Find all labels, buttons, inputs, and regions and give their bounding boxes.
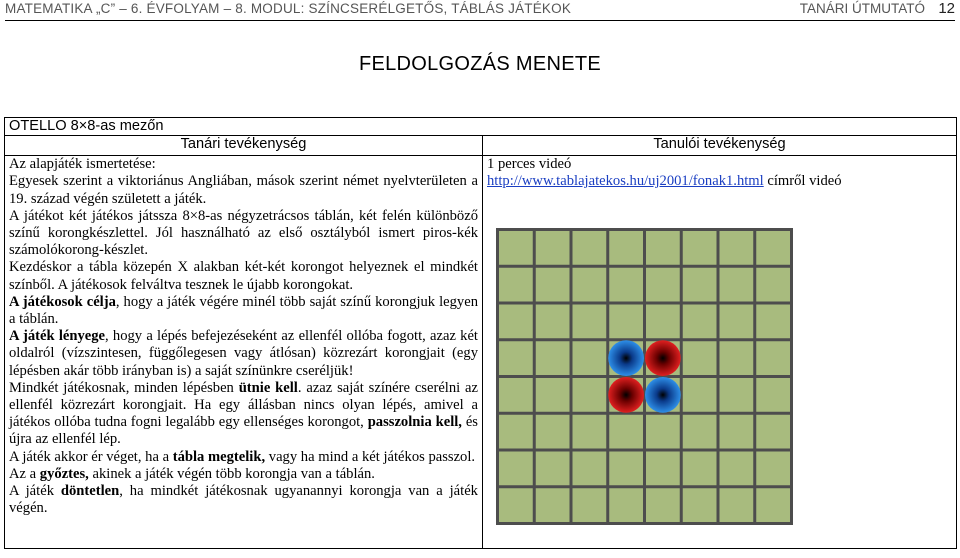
teacher-cell [5, 156, 483, 549]
board-cell [499, 415, 533, 449]
blue-disc [608, 340, 644, 376]
board-cell [609, 488, 643, 522]
board-cell [646, 452, 680, 486]
board-cell [756, 415, 790, 449]
board-cell [499, 268, 533, 302]
board-cell [499, 452, 533, 486]
board-cell [573, 268, 607, 302]
board-cell [499, 378, 533, 412]
paragraph: Kezdéskor a tábla közepén X alakban két-két korongot helyeznek el mindkét színből. A játékosok felváltva tesznek le újabb korongokat. [9, 259, 478, 293]
board-cell [720, 452, 754, 486]
paragraph: A játék akkor ér véget, ha a tábla megtelik, vagy ha mind a két játékos passzol. [9, 448, 476, 465]
board-cell [573, 452, 607, 486]
board-cell [573, 378, 607, 412]
board-cell [499, 231, 533, 265]
page-title: FELDOLGOZÁS MENETE [358, 53, 602, 75]
student-col-header: Tanulói tevékenység [483, 136, 957, 156]
board-cell [499, 488, 533, 522]
board-cell [646, 305, 680, 339]
board-cell [536, 415, 570, 449]
board-cell [756, 452, 790, 486]
board-cell [499, 305, 533, 339]
board-cell [536, 341, 570, 375]
board-cell [646, 231, 680, 265]
board-cell [683, 415, 717, 449]
board-cell [573, 341, 607, 375]
activity-table [4, 117, 957, 549]
board-cell [683, 341, 717, 375]
paragraph: A játékot két játékos játssza 8×8-as négyzetrácsos táblán, két felén különböző színű korongkészlettel. Jól használható az első osztályból ismert piros-kék számolókorong-készlet. [9, 207, 478, 259]
page-header [5, 0, 955, 21]
board-cell [573, 231, 607, 265]
board-cell [536, 231, 570, 265]
board-cell [609, 415, 643, 449]
board-cell [499, 341, 533, 375]
board-cell [720, 341, 754, 375]
board-cell [609, 452, 643, 486]
board-cell [756, 231, 790, 265]
board-cell [573, 305, 607, 339]
board-cell [536, 268, 570, 302]
board-cell [756, 305, 790, 339]
board-cell [683, 305, 717, 339]
board-cell [720, 415, 754, 449]
board-cell [756, 341, 790, 375]
blue-disc [645, 377, 681, 413]
othello-board [496, 228, 793, 525]
video-line: http://www.tablajatekos.hu/uj2001/fonak1.html címről videó [487, 173, 842, 190]
board-cell [720, 378, 754, 412]
paragraph: A játék lényege, hogy a lépés befejezéseként az ellenfél ollóba fogott, azaz két oldalról (vízszintesen, függőlegesen vagy átlósan) közrezárt korongjait (egy lépésben akár több irányban is) a saját színünkre cseréljük! [9, 328, 478, 379]
board-cell [683, 268, 717, 302]
board-cell [573, 488, 607, 522]
board-cell [683, 452, 717, 486]
board-cell [720, 231, 754, 265]
board-cell [609, 268, 643, 302]
video-link[interactable]: http://www.tablajatekos.hu/uj2001/fonak1.html [487, 173, 764, 190]
page-number: 12 [938, 0, 955, 17]
board-cell [720, 268, 754, 302]
board-cell [683, 378, 717, 412]
section-title: OTELLO 8×8-as mezőn [5, 118, 957, 136]
board-cell [646, 268, 680, 302]
red-disc [645, 340, 681, 376]
board-cell [720, 305, 754, 339]
board-cell [683, 488, 717, 522]
board-cell [756, 268, 790, 302]
board-cell [536, 305, 570, 339]
board-cell [646, 415, 680, 449]
board-cell [609, 305, 643, 339]
board-cell [536, 488, 570, 522]
paragraph: A játék döntetlen, ha mindkét játékosnak ugyanannyi korongja van a játék végén. [9, 483, 478, 517]
red-disc [608, 377, 644, 413]
board-cell [756, 488, 790, 522]
header-left: MATEMATIKA „C” – 6. ÉVFOLYAM – 8. MODUL: SZÍNCSERÉLGETŐS, TÁBLÁS JÁTÉKOK [5, 1, 572, 16]
header-right: TANÁRI ÚTMUTATÓ [799, 1, 925, 16]
board-cell [536, 378, 570, 412]
teacher-col-header: Tanári tevékenység [5, 136, 483, 156]
board-cell [646, 488, 680, 522]
board-cell [573, 415, 607, 449]
board-cell [683, 231, 717, 265]
board-cell [536, 452, 570, 486]
paragraph: Egyesek szerint a viktoriánus Angliában, mások szerint német nyelvterületen a 19. század végén született a játék. [9, 173, 478, 207]
video-note: 1 perces videó [487, 156, 572, 173]
intro-label: Az alapjáték ismertetése: [9, 156, 156, 173]
paragraph: A játékosok célja, hogy a játék végére minél több saját színű korongjuk legyen a táblán. [9, 293, 478, 328]
board-cell [756, 378, 790, 412]
board-cell [720, 488, 754, 522]
board-cell [609, 231, 643, 265]
paragraph: Az a győztes, akinek a játék végén több korongja van a táblán. [9, 465, 375, 482]
paragraph: Mindkét játékosnak, minden lépésben ütnie kell. azaz saját színére cserélni az ellenfél közrezárt korongjait. Ha egy állásban nincs olyan lépés, amivel a játékos ollóba tudna fogni legalább egy ellenséges korongot, passzolnia kell, és újra az ellenfél lép. [9, 379, 478, 448]
